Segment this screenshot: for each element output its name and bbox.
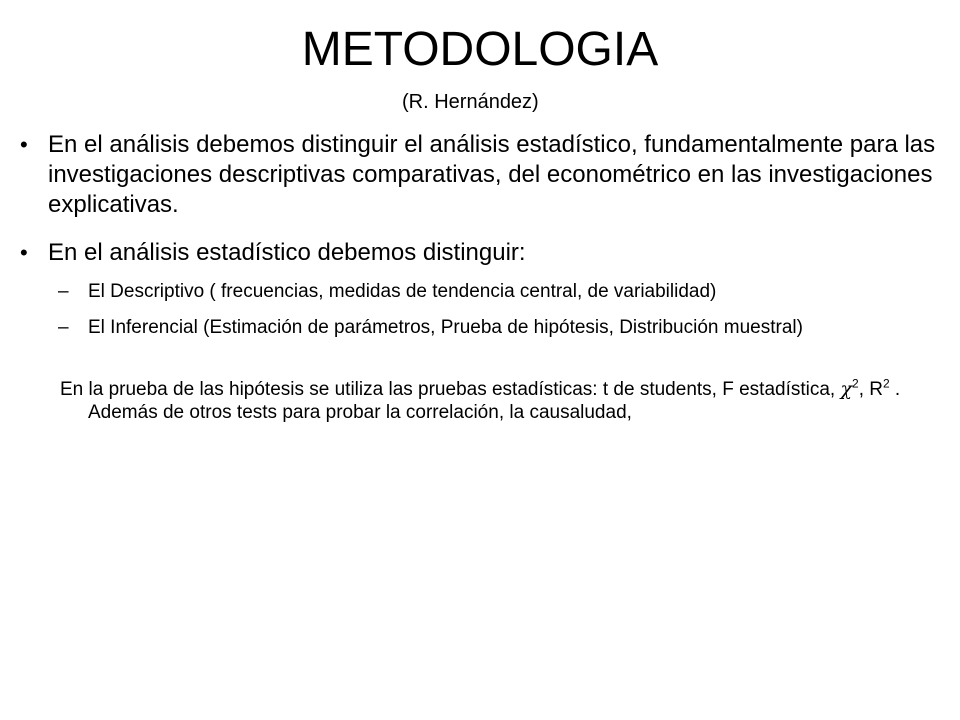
bullet-text: En el análisis debemos distinguir el análisis estadístico, fundamentalmente para las investigaciones descriptivas comparativas, del econométrico en las investigaciones explicativas. — [48, 131, 936, 218]
bullet-marker: • — [20, 240, 28, 265]
bullet-text: En el análisis estadístico debemos distinguir: — [48, 239, 526, 266]
chi-symbol: χ — [840, 378, 852, 400]
sub-bullet-item — [58, 280, 928, 303]
paragraph-text-1: En la prueba de las hipótesis se utiliza las pruebas estadísticas: t de students, F estadística, — [60, 379, 841, 400]
sub-bullet-marker: – — [58, 281, 69, 302]
bullet-item — [20, 130, 948, 220]
bullet-marker: • — [20, 132, 28, 157]
slide-subtitle: (R. Hernández) — [402, 91, 539, 113]
r-exponent: 2 — [882, 376, 890, 391]
bullet-item — [20, 238, 948, 268]
chi-exponent: 2 — [852, 376, 859, 391]
paragraph-text-2: , R — [858, 379, 883, 400]
paragraph-text-3: . Además de otros tests para probar la correlación, la causaludad, — [88, 379, 901, 423]
sub-bullet-text: El Descriptivo ( frecuencias, medidas de tendencia central, de variabilidad) — [88, 281, 717, 302]
slide-title: METODOLOGIA — [301, 23, 659, 76]
sub-bullet-marker: – — [58, 317, 69, 338]
sub-bullet-text: El Inferencial (Estimación de parámetros, Prueba de hipótesis, Distribución muestral) — [88, 317, 803, 338]
sub-bullet-item — [58, 316, 928, 339]
paragraph — [60, 378, 948, 424]
